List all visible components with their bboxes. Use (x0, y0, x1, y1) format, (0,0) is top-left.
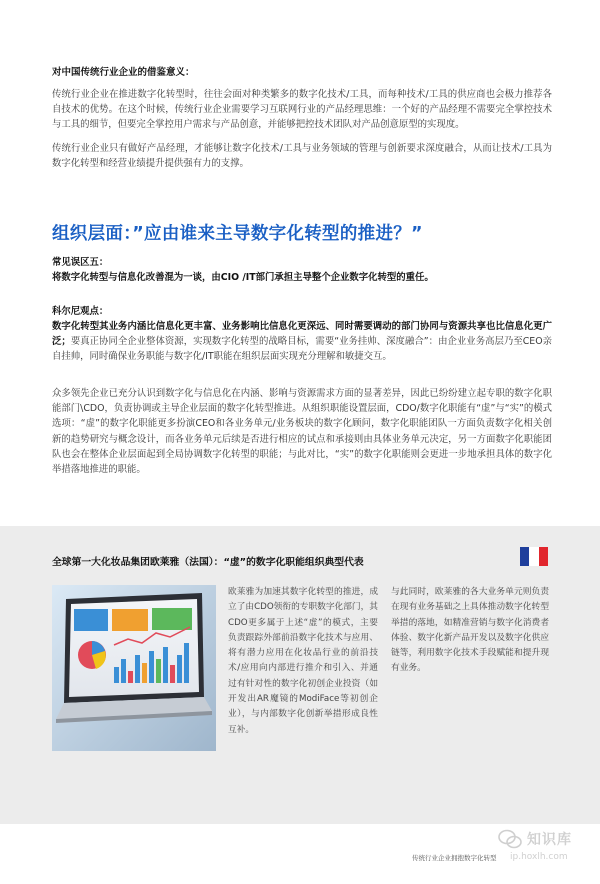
watermark-text: 知识库 (527, 832, 572, 848)
section-implications (52, 64, 552, 171)
case-study-column-1: 欧莱雅为加速其数字化转型的推进，成立了由CDO领衔的专职数字化部门，其CDO更多属于上述“虚”的模式，主要负责跟踪外部前沿数字化技术与应用、将有潜力应用在化妆品行业的前沿技术/应用向内部进行推介和引入、并通过有针对性的数字化初创企业投资（如开发出AR魔镜的ModiFace等初创企业），与内部数字化创新举措形成良性互补。 (228, 587, 378, 735)
implication-paragraph-1: 传统行业企业在推进数字化转型时，往往会面对种类繁多的数字化技术/工具，而每种技术/工具的供应商也会极力推荐各自技术的优势。在这个时候，传统行业企业需要学习互联网行业的产品经理思维：一个好的产品经理不需要完全掌控技术与工具的细节，但要完全掌控用户需求与产品创意，并能够把控技术团队对产品创意原型的实现度。 (52, 89, 552, 131)
myth-label: 常见误区五： (52, 257, 109, 268)
section-subhead: 对中国传统行业企业的借鉴意义： (52, 67, 195, 78)
view-rest: 要真正协同全企业整体资源，实现数字化转型的战略目标，需要“业务挂帅、深度融合”：由企业业务高层乃至CEO亲自挂帅，同时确保业务职能与数字化/IT职能在组织层面实现充分理解和敏捷交互。 (52, 336, 552, 363)
myth-text: 将数字化转型与信息化改善混为一谈，由CIO /IT部门承担主导整个企业数字化转型的重任。 (52, 272, 434, 283)
wechat-icon (497, 826, 523, 852)
implication-paragraph-2: 传统行业企业只有做好产品经理，才能够让数字化技术/工具与业务领域的管理与创新要求深度融合，从而让技术/工具为数字化转型和经营业绩提升提供强有力的支撑。 (52, 142, 552, 169)
flag-stripe-blue (520, 547, 529, 566)
france-flag-icon (520, 547, 548, 566)
cdo-paragraph: 众多领先企业已充分认识到数字化与信息化在内涵、影响与资源需求方面的显著差异，因此已纷纷建立起专职的数字化职能部门\CDO，负责协调或主导企业层面的数字化转型推进。从组织职能设置层面，CDO/数字化职能有“虚”与“实”的模式选项：“虚”的数字化职能更多扮演CEO和各业务单元/业务板块的数字化顾问，数字化职能团队一方面负责数字化相关创新的趋势研究与概念设计，而各业务单元后续是否进行相应的试点和承接则由具体业务单元决定，另一方面数字化职能团队也会在整体企业层面起到全局协调数字化转型的职能；与此对比，“实”的数字化职能则会更进一步地承担具体的数字化举措落地推进的职能。 (52, 388, 552, 476)
case-study-column-2: 与此同时，欧莱雅的各大业务单元则负责在现有业务基础之上具体推动数字化转型举措的落地，如精准营销与数字化消费者体验、数字化新产品开发以及数字化供应链等，利用数字化技术手段赋能和提升现有业务。 (391, 587, 549, 674)
watermark (497, 826, 572, 852)
watermark-url: ip.hoxlh.com (510, 852, 568, 862)
laptop-dashboard-image (52, 585, 216, 751)
view-label: 科尔尼观点： (52, 306, 109, 317)
view-bold-part: 数字化转型其业务内涵比信息化更丰富、业务影响比信息化更深远、同时需要调动的部门协同与资源共享也比信息化更广泛； (52, 321, 552, 348)
myth-block (52, 256, 552, 285)
view-block (52, 305, 552, 365)
footer-text: 传统行业企业拥抱数字化转型 (412, 854, 497, 862)
cdo-paragraph-block (52, 386, 552, 477)
view-paragraph (52, 319, 552, 365)
main-section-title: 组织层面：”应由谁来主导数字化转型的推进？” (52, 224, 423, 244)
flag-stripe-white (529, 547, 538, 566)
case-study-title: 全球第一大化妆品集团欧莱雅（法国）：“虚”的数字化职能组织典型代表 (52, 557, 364, 568)
flag-stripe-red (539, 547, 548, 566)
